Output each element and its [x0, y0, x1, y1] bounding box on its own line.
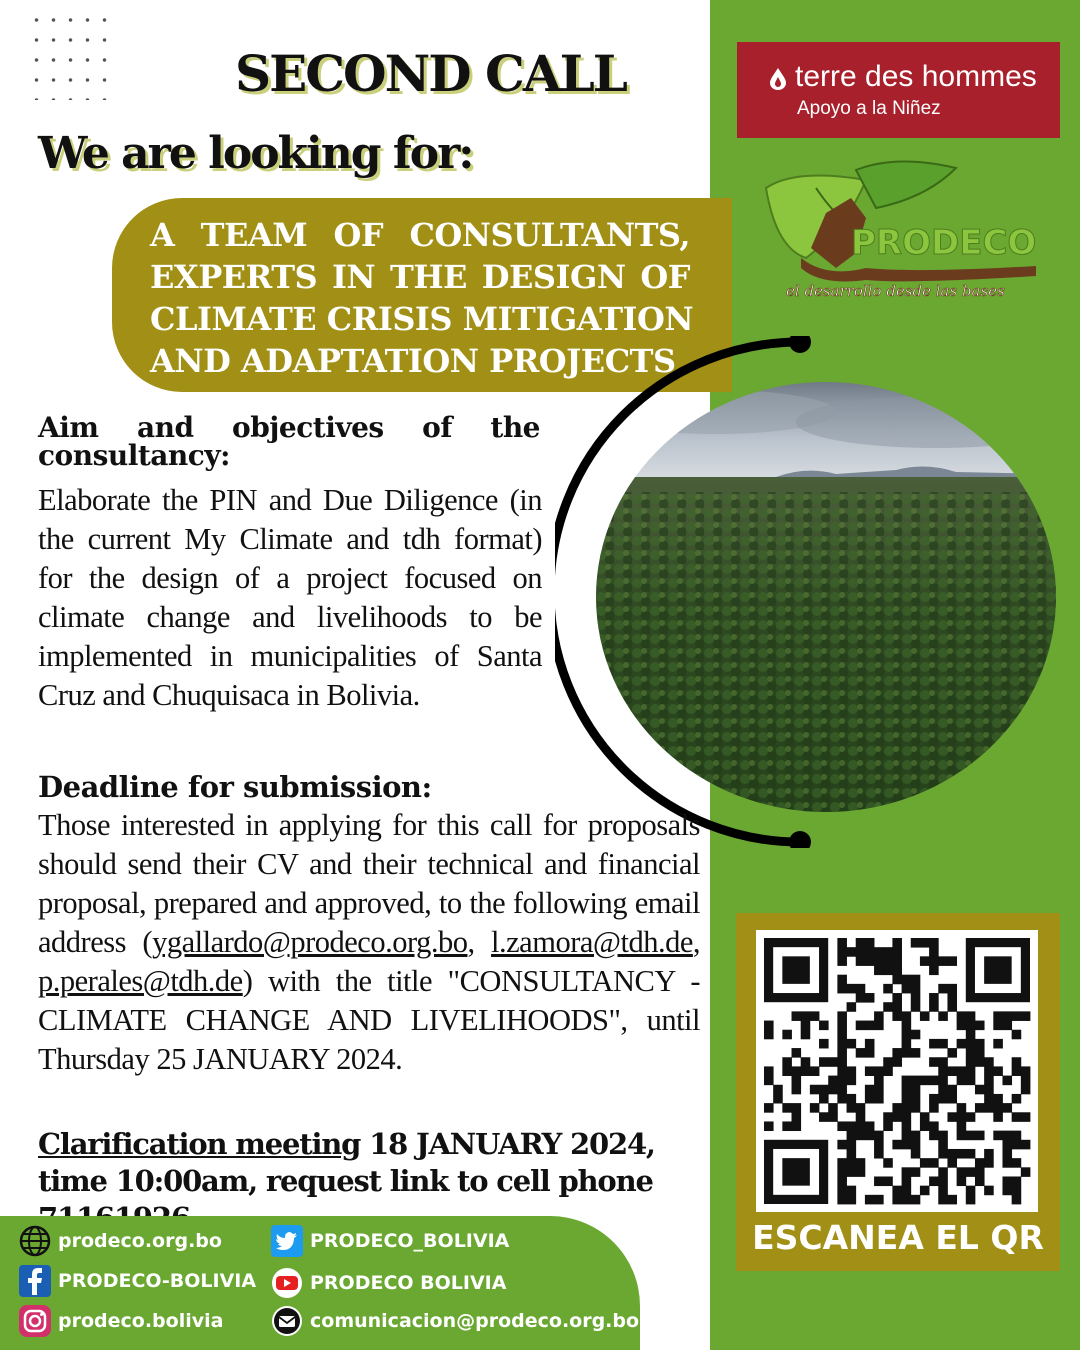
page-title: SECOND CALL — [235, 44, 626, 103]
tdh-subtitle: Apoyo a la Niñez — [797, 98, 941, 119]
email-link-pperales[interactable]: p.perales@tdh.de — [38, 964, 243, 998]
banner-line: CLIMATE CRISIS MITIGATION — [150, 300, 694, 338]
facebook-link[interactable]: PRODECO-BOLIVIA — [18, 1264, 256, 1298]
twitter-link[interactable]: PRODECO_BOLIVIA — [270, 1224, 509, 1258]
instagram-link[interactable]: prodeco.bolivia — [18, 1304, 223, 1338]
decorative-dot-grid — [28, 10, 108, 100]
qr-code-image — [756, 930, 1038, 1212]
deadline-heading: Deadline for submission: — [38, 770, 432, 804]
facebook-icon — [18, 1264, 52, 1298]
banner-line: A TEAM OF CONSULTANTS, — [150, 216, 690, 254]
globe-icon — [18, 1224, 52, 1258]
qr-code-panel — [736, 913, 1060, 1271]
clarification-meeting: Clarification meeting 18 JANUARY 2024, time 10:00am, request link to cell phone — [38, 1127, 655, 1198]
email-link-ygallardo[interactable]: ygallardo@prodeco.org.bo — [152, 925, 468, 959]
email-contact-link[interactable]: comunicacion@prodeco.org.bo — [270, 1304, 639, 1338]
qr-caption: ESCANEA EL QR — [752, 1218, 1044, 1257]
deadline-description: Those interested in applying for this call for proposals should send their CV and their technical and financial proposal, prepared and approved, to the following email address (ygallardo@prodeco.org.bo, l.zamora@tdh.de, p.perales@tdh.de) with the title "CONSULTANCY - CLIMATE CHANGE AND LIVELIHOODS", until Thursday 25 JANUARY 2024. — [38, 808, 700, 1076]
tdh-name: terre des hommes — [795, 60, 1037, 93]
page-subtitle: We are looking for: — [38, 128, 473, 179]
twitter-icon — [270, 1224, 304, 1258]
email-link-lzamora[interactable]: l.zamora@tdh.de — [491, 925, 693, 959]
prodeco-tagline: el desarrollo desde las bases — [786, 282, 1005, 300]
banner-line: AND ADAPTATION PROJECTS — [150, 342, 676, 380]
footer-contacts — [0, 1216, 640, 1350]
aim-heading: Aim and objectives of the consultancy: — [38, 411, 540, 472]
prodeco-wordmark: PRODECO — [851, 223, 1037, 263]
terre-des-hommes-logo — [737, 42, 1060, 138]
prodeco-logo — [756, 158, 1046, 308]
flame-icon — [769, 68, 787, 90]
envelope-icon — [270, 1304, 304, 1338]
qr-code[interactable] — [756, 930, 1038, 1212]
website-link[interactable]: prodeco.org.bo — [18, 1224, 222, 1258]
forest-aerial-photo — [596, 382, 1056, 812]
youtube-link[interactable]: PRODECO BOLIVIA — [270, 1266, 506, 1300]
banner-line: EXPERTS IN THE DESIGN OF — [150, 258, 690, 296]
instagram-icon — [18, 1304, 52, 1338]
aim-description: Elaborate the PIN and Due Diligence (in the current My Climate and tdh format) for the design of a project focused on climate change and livelihoods to be implemented in municipalities of Santa Cruz and Chuquisaca in Bolivia. — [38, 483, 542, 712]
youtube-icon — [270, 1266, 304, 1300]
